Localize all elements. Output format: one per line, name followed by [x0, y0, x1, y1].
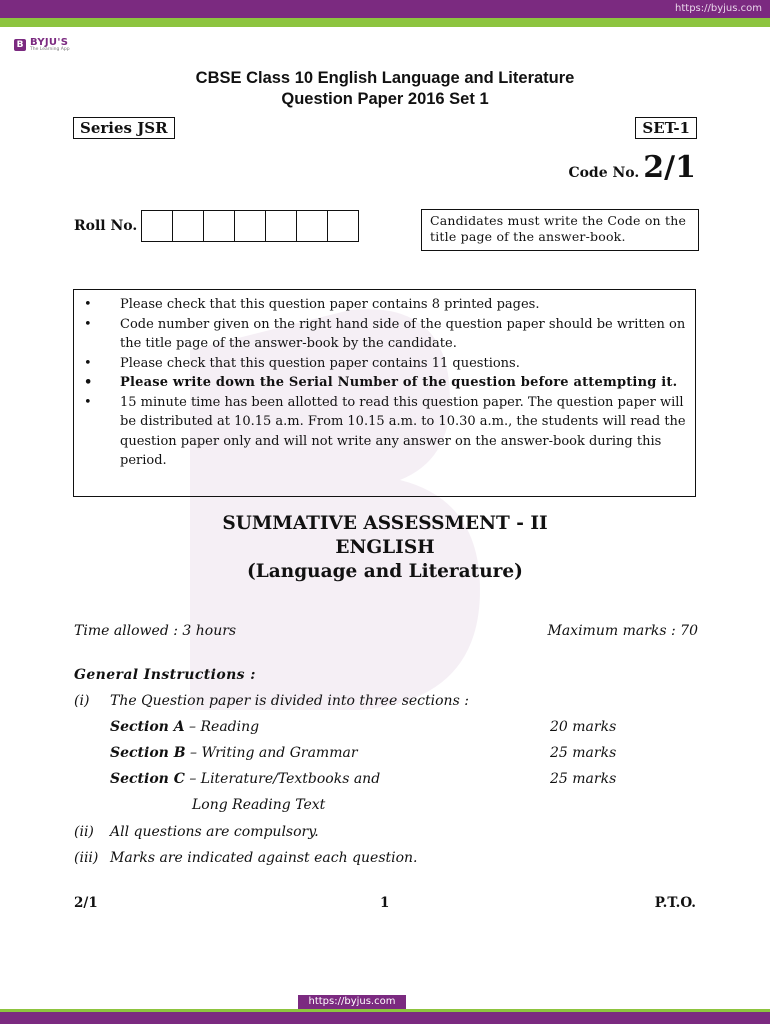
roll-box — [173, 211, 204, 241]
section-b: Section B – Writing and Grammar — [110, 745, 358, 761]
footer-code: 2/1 — [74, 895, 98, 911]
instruction-num-i: (i) — [74, 693, 90, 709]
assessment-line-1: SUMMATIVE ASSESSMENT - II — [222, 513, 548, 534]
top-banner-green-band — [0, 18, 770, 27]
byjus-logo[interactable] — [14, 38, 70, 53]
general-instructions-heading: General Instructions : — [74, 667, 256, 683]
top-url[interactable]: https://byjus.com — [675, 3, 762, 14]
instruction-num-ii: (ii) — [74, 824, 94, 840]
candidate-note: Candidates must write the Code on the title page of the answer-book. — [421, 209, 699, 251]
roll-number-field — [74, 210, 359, 242]
roll-box — [235, 211, 266, 241]
bottom-url-link[interactable]: https://byjus.com — [298, 995, 406, 1009]
code-value: 2/1 — [643, 150, 696, 185]
section-c-marks: 25 marks — [550, 771, 617, 787]
series-label: Series JSR — [73, 117, 175, 139]
section-c-continued: Long Reading Text — [192, 797, 326, 813]
code-label: Code No. — [568, 165, 640, 181]
section-a-marks: 20 marks — [550, 719, 617, 735]
page-number: 1 — [380, 895, 390, 911]
instruction-text-i: The Question paper is divided into three sections : — [110, 693, 469, 709]
section-b-marks: 25 marks — [550, 745, 617, 761]
instruction-item: • Please check that this question paper contains 11 questions. — [84, 355, 520, 371]
section-a: Section A – Reading — [110, 719, 260, 735]
pto-label: P.T.O. — [654, 895, 696, 911]
instruction-num-iii: (iii) — [74, 850, 99, 866]
title-line-1: CBSE Class 10 English Language and Literature — [195, 69, 575, 87]
roll-box — [204, 211, 235, 241]
roll-box — [328, 211, 358, 241]
top-banner-purple-band — [0, 0, 770, 18]
brand-tagline: The Learning App — [30, 47, 70, 52]
set-label: SET-1 — [635, 117, 697, 139]
bottom-banner-green-band — [0, 1009, 770, 1012]
section-c: Section C – Literature/Textbooks and — [110, 771, 381, 787]
instructions-box — [73, 289, 696, 497]
page-title — [43, 68, 727, 110]
instruction-item: • 15 minute time has been allotted to read this question paper. The question paper will be distributed at 10.15 a.m. From 10.15 a.m. to 10.30 a.m., the students will read the question paper only and will not write any answer on the answer-book during this period. — [84, 394, 686, 468]
byjus-logo-icon: B — [14, 39, 26, 51]
top-banner — [0, 0, 770, 30]
bottom-banner — [0, 1009, 770, 1024]
assessment-line-3: (Language and Literature) — [247, 561, 523, 582]
instruction-item: • Please check that this question paper contains 8 printed pages. — [84, 297, 540, 312]
code-number — [568, 150, 696, 185]
assessment-line-2: ENGLISH — [335, 537, 435, 558]
instruction-text-iii: Marks are indicated against each question. — [110, 850, 418, 866]
roll-box — [297, 211, 328, 241]
brand-name: BYJU'S — [30, 37, 69, 48]
time-allowed: Time allowed : 3 hours — [74, 623, 237, 639]
instruction-text-ii: All questions are compulsory. — [110, 824, 319, 840]
roll-number-boxes — [141, 210, 359, 242]
instruction-item: • Code number given on the right hand side of the question paper should be written on the title page of the answer-book by the candidate. — [84, 316, 686, 351]
assessment-heading — [0, 512, 770, 584]
instruction-item: • Please write down the Serial Number of the question before attempting it. — [84, 375, 678, 390]
title-line-2: Question Paper 2016 Set 1 — [281, 90, 489, 108]
roll-box — [266, 211, 297, 241]
roll-box — [142, 211, 173, 241]
maximum-marks: Maximum marks : 70 — [547, 623, 698, 639]
roll-label: Roll No. — [74, 218, 138, 234]
